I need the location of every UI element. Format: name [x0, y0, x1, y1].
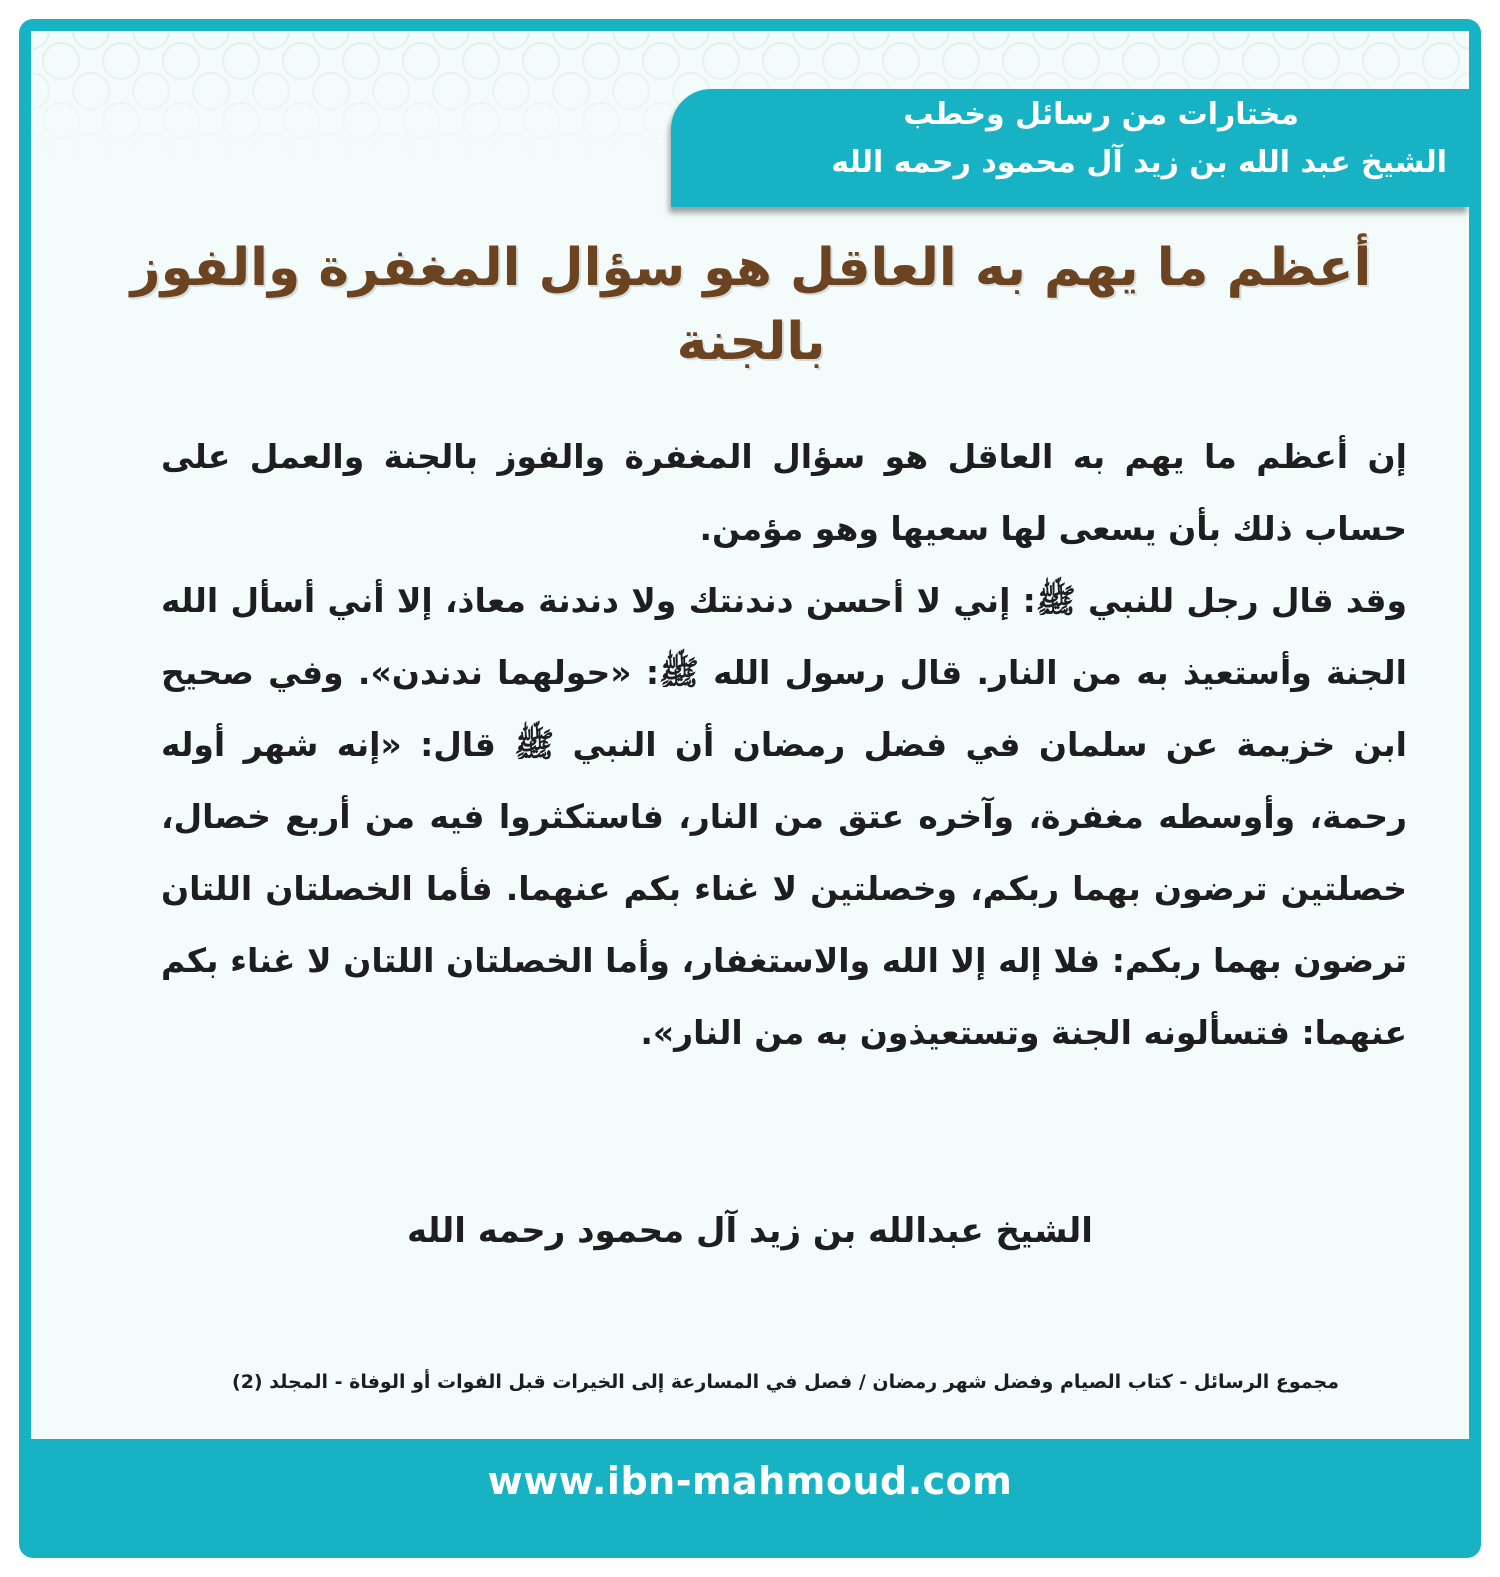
content-panel	[31, 31, 1469, 1439]
page-title: أعظم ما يهم به العاقل هو سؤال المغفرة والفوز بالجنة	[130, 238, 1372, 372]
source-citation: مجموع الرسائل - كتاب الصيام وفضل شهر رمضان / فصل في المسارعة إلى الخيرات قبل الفوات أو الوفاة - المجلد (2)	[232, 1371, 1339, 1393]
post-card	[19, 19, 1481, 1558]
paragraph: وقد قال رجل للنبي ﷺ: إني لا أحسن دندنتك ولا دندنة معاذ، إلا أني أسأل الله الجنة وأستعيذ به من النار. قال رسول الله ﷺ: «حولهما ندندن». وفي صحيح ابن خزيمة عن سلمان في فضل رمضان أن النبي ﷺ قال: «إنه شهر أوله رحمة، وأوسطه مغفرة، وآخره عتق من النار، فاستكثروا فيه من أربع خصال، خصلتين ترضون بهما ربكم، وخصلتين لا غناء بكم عنهما. فأما الخصلتان اللتان ترضون بهما ربكم: فلا إله إلا الله والاستغفار، وأما الخصلتان اللتان لا غناء بكم عنهما: فتسألونه الجنة وتستعيذون به من النار».	[161, 581, 1407, 1052]
paragraph: إن أعظم ما يهم به العاقل هو سؤال المغفرة والفوز بالجنة والعمل على حساب ذلك بأن يسعى لها سعيها وهو مؤمن.	[161, 437, 1407, 548]
website-link[interactable]: www.ibn-mahmoud.com	[487, 1459, 1013, 1503]
author-signature: الشيخ عبدالله بن زيد آل محمود رحمه الله	[407, 1211, 1093, 1251]
author-header: الشيخ عبد الله بن زيد آل محمود رحمه الله	[831, 145, 1447, 180]
article-body	[161, 421, 1407, 1069]
series-title: مختارات من رسائل وخطب	[903, 97, 1299, 132]
header-ribbon	[671, 89, 1469, 207]
